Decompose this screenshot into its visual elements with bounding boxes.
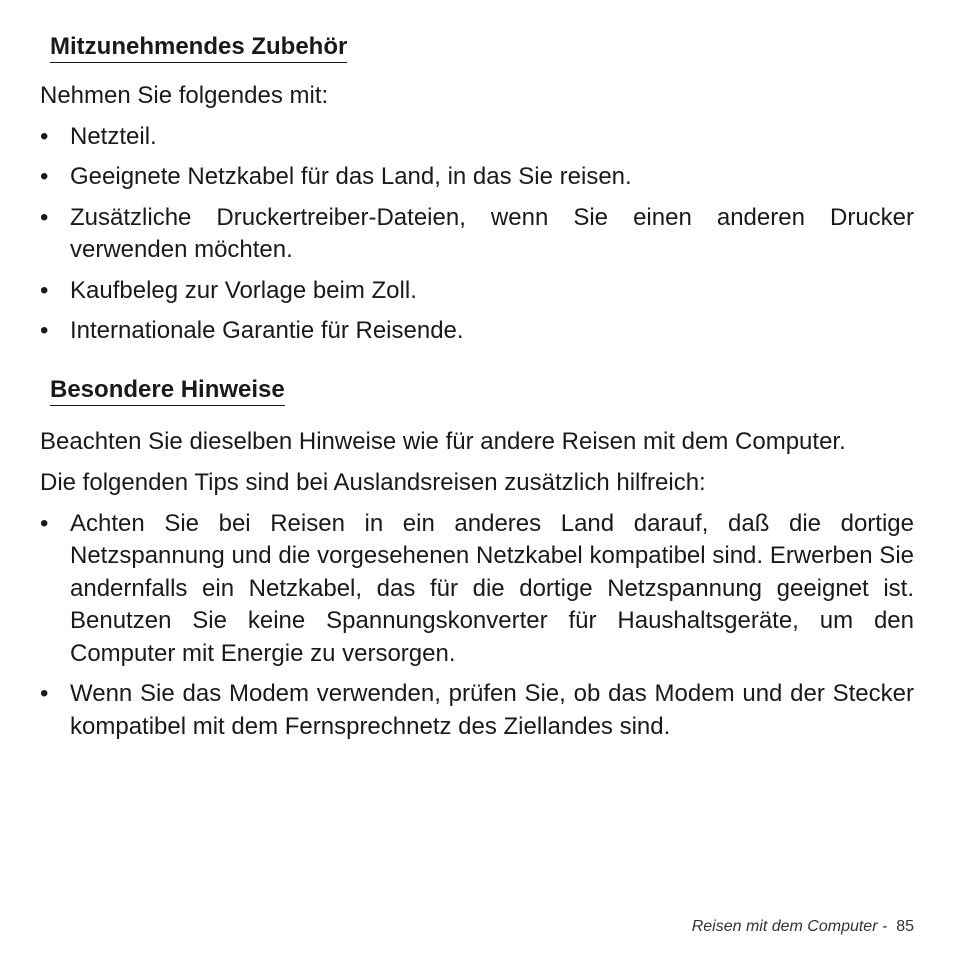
list-item — [40, 315, 914, 348]
footer-title: Reisen mit dem Computer - — [691, 918, 888, 935]
list-item-text: Zusätzliche Druckertreiber-Dateien, wenn Sie einen anderen Drucker verwenden möchten. — [70, 203, 914, 263]
bullet-icon: • — [40, 680, 49, 707]
bullet-icon: • — [40, 276, 49, 304]
list-item-text: Wenn Sie das Modem verwenden, prüfen Sie, ob das Modem und der Stecker kompatibel mit dem Fernsprechnetz des Ziellandes sind. — [70, 680, 914, 740]
section-heading-notes: Besondere Hinweise — [50, 376, 285, 406]
notes-list — [40, 508, 914, 744]
bullet-icon: • — [40, 163, 49, 190]
notes-paragraph-1: Beachten Sie dieselben Hinweise wie für andere Reisen mit dem Computer. — [40, 427, 846, 455]
page-footer — [692, 917, 914, 937]
list-item-text: Internationale Garantie für Reisende. — [70, 317, 464, 344]
bullet-icon: • — [40, 203, 49, 231]
accessories-list — [40, 121, 914, 348]
page-number: 85 — [896, 918, 914, 935]
notes-paragraph-2: Die folgenden Tips sind bei Auslandsreisen zusätzlich hilfreich: — [40, 469, 706, 496]
document-page — [40, 0, 914, 743]
list-item — [40, 161, 914, 194]
bullet-icon: • — [40, 509, 49, 537]
list-item — [40, 275, 914, 308]
section-heading-accessories: Mitzunehmendes Zubehör — [50, 33, 347, 63]
bullet-icon: • — [40, 122, 49, 150]
list-item — [40, 202, 914, 267]
list-item — [40, 508, 914, 671]
list-item-text: Kaufbeleg zur Vorlage beim Zoll. — [70, 276, 417, 304]
list-item — [40, 121, 914, 154]
list-item — [40, 678, 914, 743]
list-item-text: Geeignete Netzkabel für das Land, in das Sie reisen. — [70, 163, 632, 190]
list-item-text: Netzteil. — [70, 122, 157, 150]
accessories-intro: Nehmen Sie folgendes mit: — [40, 82, 329, 109]
bullet-icon: • — [40, 317, 49, 344]
list-item-text: Achten Sie bei Reisen in ein anderes Land darauf, daß die dortige Netzspannung und die vorgesehenen Netzkabel kompatibel sind. Erwerben Sie andernfalls ein Netzkabel, das für die dortige Netzspannung geeignet ist. Benutzen Sie keine Spannungskonverter für Haushaltsgeräte, um den Computer mit Energie zu versorgen. — [70, 509, 914, 667]
